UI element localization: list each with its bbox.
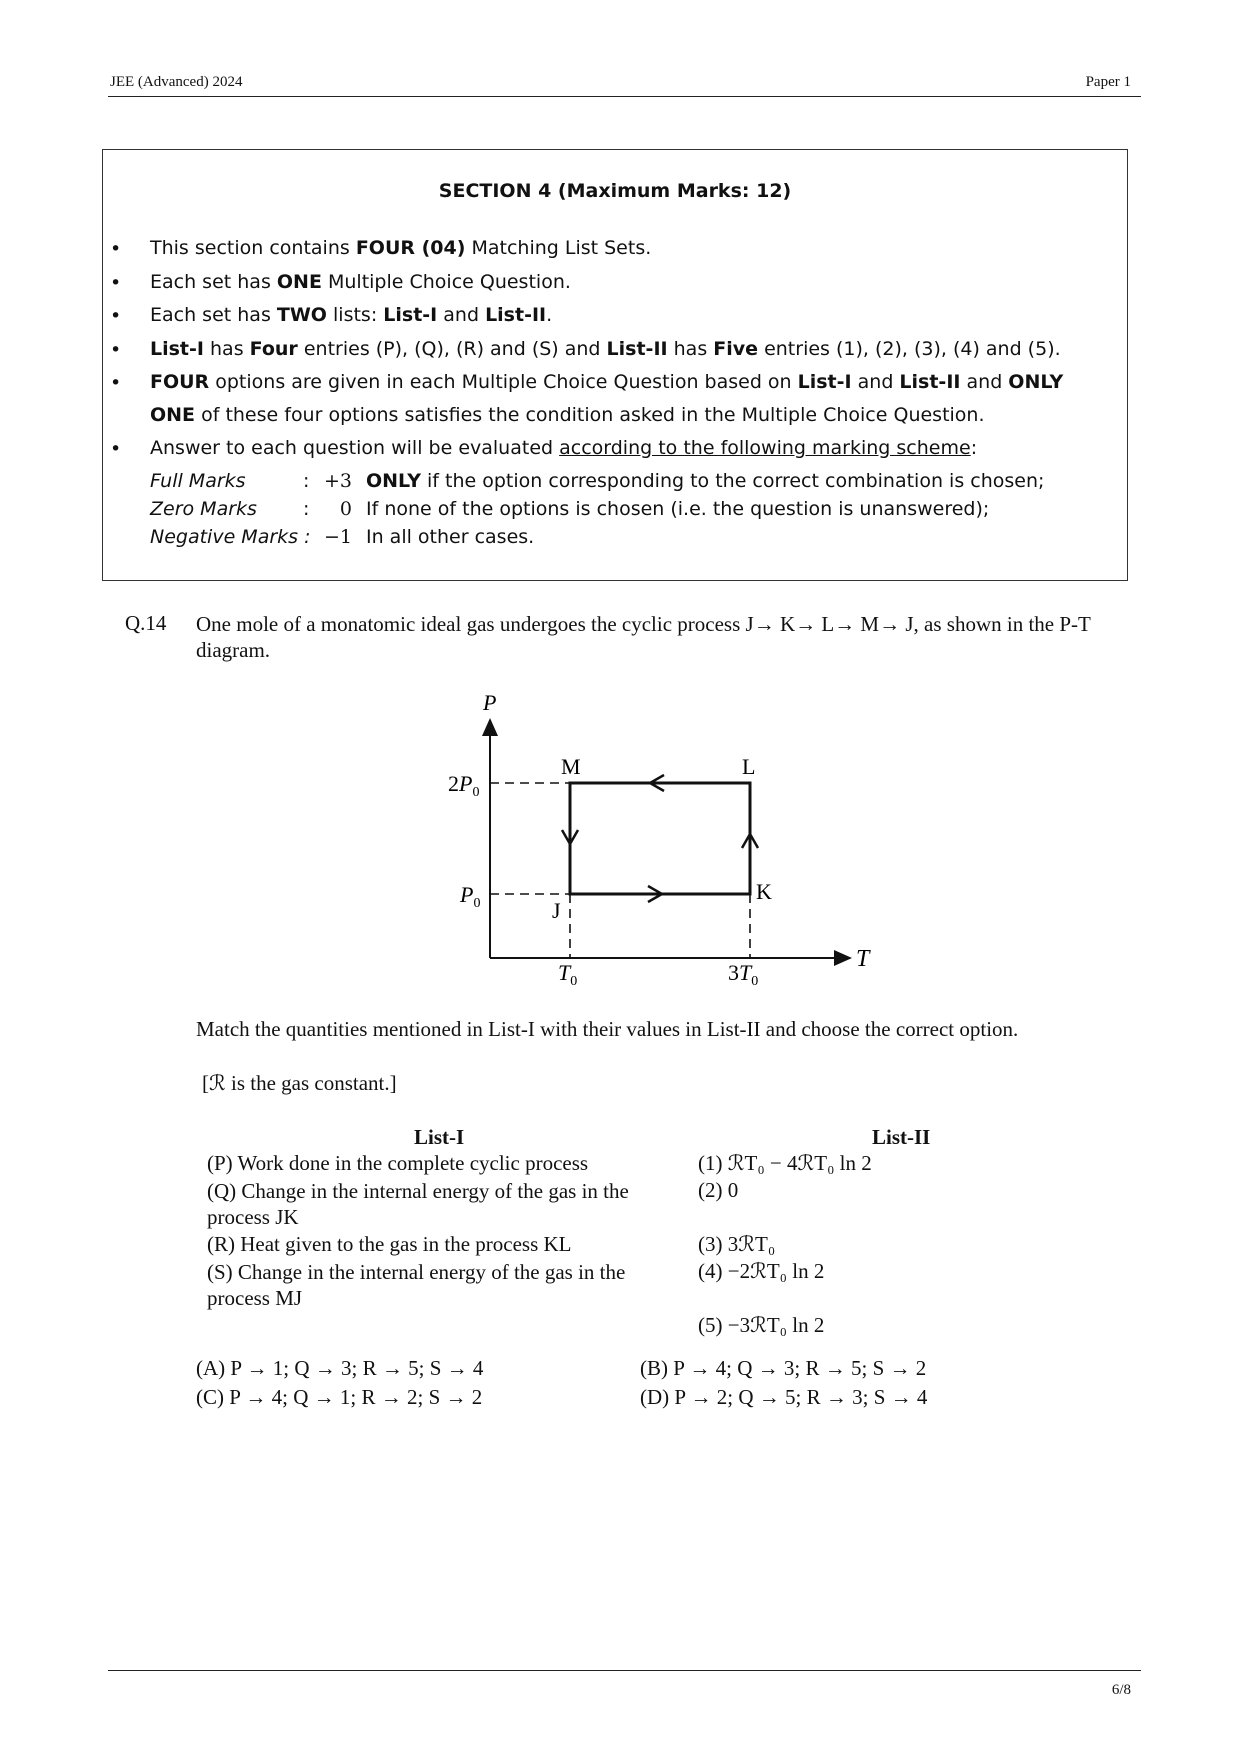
bullet-marker: • [110, 339, 122, 361]
bullet-text-run: entries (1), (2), (3), (4) and (5). [758, 338, 1061, 360]
option-b[interactable]: (B) P → 4; Q → 3; R → 5; S → 2 [640, 1356, 927, 1380]
bullet-marker: • [110, 272, 122, 294]
section-bullet [150, 366, 1105, 432]
section-bullet [150, 333, 1105, 366]
header-right: Paper 1 [1085, 74, 1131, 90]
bullet-text-run: Each set has [150, 271, 277, 293]
scheme-colon: : [303, 498, 310, 520]
list1-item-s: (S) Change in the internal energy of the gas in the process MJ [207, 1260, 626, 1310]
section-title: SECTION 4 (Maximum Marks: 12) [438, 180, 792, 202]
scheme-description: ONLY if the option corresponding to the correct combination is chosen; [366, 470, 1045, 492]
scheme-mark: +3 [323, 470, 352, 492]
list1-item-q: (Q) Change in the internal energy of the gas in the process JK [207, 1179, 629, 1229]
scheme-label: Zero Marks [150, 498, 257, 520]
list1-item-r: (R) Heat given to the gas in the process KL [207, 1232, 572, 1256]
question-number: Q.14 [125, 611, 167, 635]
bullet-text-run: Five [713, 338, 759, 360]
list2-item-4: (4) −2ℛT₀ ln 2 [698, 1259, 825, 1283]
gas-constant-note: [ℛ is the gas constant.] [202, 1071, 397, 1095]
bullet-text-run: ONE [276, 271, 322, 293]
scheme-label: Full Marks [150, 470, 246, 492]
header-left: JEE (Advanced) 2024 [110, 74, 243, 90]
scheme-description: If none of the options is chosen (i.e. the question is unanswered); [366, 498, 990, 520]
scheme-colon: : [303, 470, 310, 492]
bullet-text-run: and [960, 371, 1009, 393]
bullet-text-run: Answer to each question will be evaluated [150, 437, 560, 459]
bullet-text-run: . [546, 304, 553, 326]
bullet-text-run: TWO [276, 304, 327, 326]
bullet-text-run: List-II [606, 338, 668, 360]
bullet-text-run: Four [249, 338, 298, 360]
point-k: K [756, 879, 772, 904]
option-a[interactable]: (A) P → 1; Q → 3; R → 5; S → 4 [196, 1356, 484, 1380]
bullet-marker: • [110, 238, 122, 260]
list2-item-5: (5) −3ℛT₀ ln 2 [698, 1313, 825, 1337]
bullet-text-run: List-II [899, 371, 961, 393]
tick-t0: $T_0$ [558, 960, 578, 989]
section-bullet [150, 266, 1105, 299]
bullet-marker: • [110, 438, 122, 460]
bullet-text-run: Each set has [150, 304, 277, 326]
page-number: 6/8 [1111, 1682, 1131, 1698]
list1-title: List-I [414, 1125, 465, 1149]
list2-item-2: (2) 0 [698, 1178, 739, 1202]
bullet-text-run: of these four options satisfies the condition asked in the Multiple Choice Question. [195, 404, 985, 426]
list2-item-1: (1) ℛT₀ − 4ℛT₀ ln 2 [698, 1151, 872, 1175]
match-instruction: Match the quantities mentioned in List-I with their values in List-II and choose the correct option. [196, 1017, 1019, 1041]
bullet-text-run: Matching List Sets. [465, 237, 652, 259]
scheme-description: In all other cases. [366, 526, 535, 548]
list2-title: List-II [872, 1125, 931, 1149]
bullet-text-run: List-I [797, 371, 852, 393]
bullet-text-run: List-I [383, 304, 438, 326]
scheme-label: Negative Marks : [150, 526, 311, 548]
bullet-marker: • [110, 305, 122, 327]
footer-rule [108, 1670, 1141, 1671]
bullet-text-run: has [203, 338, 250, 360]
scheme-mark: −1 [323, 526, 352, 548]
bullet-text-run: Multiple Choice Question. [321, 271, 571, 293]
x-axis-label: T [856, 946, 870, 972]
list2-item-3: (3) 3ℛT₀ [698, 1232, 776, 1256]
bullet-text-run: ONLY ONE [150, 371, 1064, 426]
section-bullet [150, 232, 1105, 265]
bullet-text-run: lists: [326, 304, 384, 326]
list1-item-p: (P) Work done in the complete cyclic process [207, 1151, 589, 1175]
question-text: One mole of a monatomic ideal gas undergoes the cyclic process J→ K→ L→ M→ J, as shown in the P-T diagram. [196, 612, 1091, 662]
bullet-text-run: entries (P), (Q), (R) and (S) and [297, 338, 607, 360]
bullet-text-run: This section contains [150, 237, 356, 259]
section-bullet [150, 299, 1105, 332]
bullet-text-run: List-I [150, 338, 204, 360]
tick-2p0: $2P_0$ [448, 771, 480, 800]
bullet-text-run: FOUR [150, 371, 210, 393]
bullet-text-run: according to the following marking scheme [559, 437, 971, 459]
pt-diagram [430, 680, 880, 1000]
bullet-text-run: options are given in each Multiple Choice Question based on [209, 371, 798, 393]
scheme-mark: 0 [339, 498, 352, 520]
bullet-text-run: and [851, 371, 900, 393]
point-j: J [552, 898, 561, 923]
option-d[interactable]: (D) P → 2; Q → 5; R → 3; S → 4 [640, 1385, 928, 1409]
point-m: M [561, 754, 581, 779]
bullet-text-run: and [437, 304, 486, 326]
cycle-path [570, 783, 750, 894]
point-l: L [742, 754, 756, 779]
bullet-text-run: List-II [485, 304, 547, 326]
bullet-text-run: : [970, 437, 978, 459]
section-bullet [150, 432, 1105, 465]
tick-3t0: $3T_0$ [728, 960, 759, 989]
bullet-text-run: FOUR (04) [355, 237, 466, 259]
bullet-text-run: has [667, 338, 714, 360]
y-axis-label: P [483, 690, 497, 715]
tick-p0: $P_0$ [460, 882, 481, 911]
option-c[interactable]: (C) P → 4; Q → 1; R → 2; S → 2 [196, 1385, 483, 1409]
bullet-marker: • [110, 372, 122, 394]
header-rule [108, 96, 1141, 97]
